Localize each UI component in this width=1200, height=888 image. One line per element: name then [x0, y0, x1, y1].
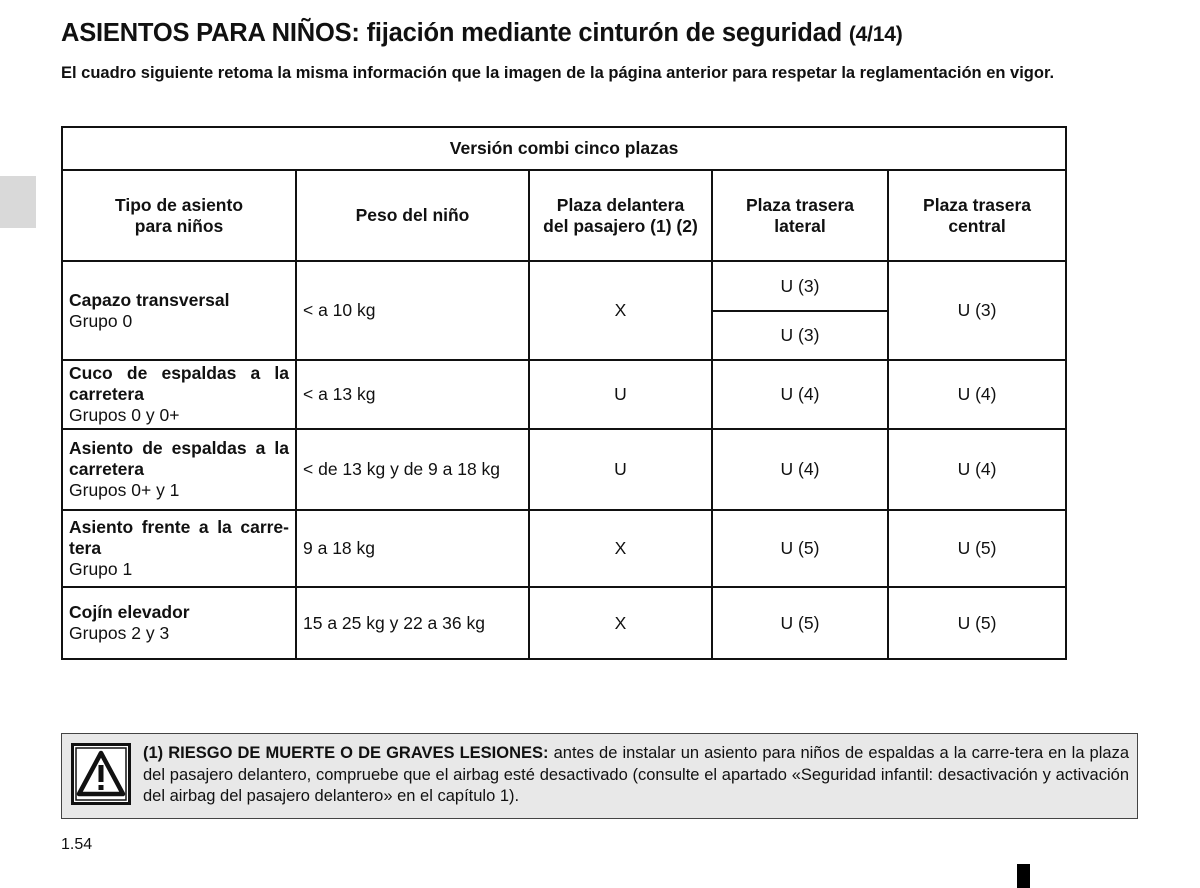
seat-type-cell: Capazo transversal Grupo 0 [62, 261, 296, 360]
child-seat-table [61, 126, 1067, 660]
table-row [62, 587, 1066, 659]
front-seat-cell: U [529, 429, 712, 510]
table-header-row [62, 170, 1066, 261]
page-title-text: ASIENTOS PARA NIÑOS: fijación mediante cinturón de seguridad [61, 19, 842, 47]
rear-lateral-cell: U (3) [712, 261, 888, 311]
table-row [62, 510, 1066, 587]
header-rear-lateral: Plaza trasera lateral [712, 170, 888, 261]
front-seat-cell: X [529, 587, 712, 659]
weight-cell: < a 13 kg [296, 360, 529, 429]
header-rear-central: Plaza trasera central [888, 170, 1066, 261]
front-seat-cell: X [529, 510, 712, 587]
intro-paragraph: El cuadro siguiente retoma la misma información que la imagen de la página anterior para respetar la reglamentación en vigor. [61, 64, 1055, 82]
rear-lateral-cell: U (4) [712, 360, 888, 429]
table-caption: Versión combi cinco plazas [62, 127, 1066, 170]
table-row [62, 261, 1066, 311]
edge-marker [1017, 864, 1030, 888]
table-row [62, 360, 1066, 429]
seat-type-cell: Cojín elevador Grupos 2 y 3 [62, 587, 296, 659]
seat-type-cell: Asiento frente a la carre-tera Grupo 1 [62, 510, 296, 587]
header-child-weight: Peso del niño [296, 170, 529, 261]
header-seat-type: Tipo de asiento para niños [62, 170, 296, 261]
rear-central-cell: U (5) [888, 510, 1066, 587]
rear-lateral-cell: U (3) [712, 311, 888, 360]
rear-central-cell: U (4) [888, 360, 1066, 429]
warning-text [143, 743, 1129, 808]
table-caption-row [62, 127, 1066, 170]
page-title [61, 19, 903, 48]
front-seat-cell: U [529, 360, 712, 429]
rear-central-cell: U (4) [888, 429, 1066, 510]
weight-cell: 15 a 25 kg y 22 a 36 kg [296, 587, 529, 659]
rear-central-cell: U (3) [888, 261, 1066, 360]
page-title-counter: (4/14) [848, 23, 903, 46]
weight-cell: 9 a 18 kg [296, 510, 529, 587]
rear-lateral-cell: U (4) [712, 429, 888, 510]
weight-cell: < a 10 kg [296, 261, 529, 360]
warning-body: antes de instalar un asiento para niños de espaldas a la carre-tera en la plaza del pasajero delantero, compruebe que el airbag esté desactivado (consulte el apartado «Seguridad infantil: desactivación y activación del airbag del pasajero delantero» en el capítulo 1). [143, 744, 1130, 805]
rear-central-cell: U (5) [888, 587, 1066, 659]
chapter-side-tab [0, 176, 36, 228]
warning-triangle-icon [71, 743, 131, 805]
weight-cell: < de 13 kg y de 9 a 18 kg [296, 429, 529, 510]
warning-box [61, 733, 1138, 819]
rear-lateral-cell: U (5) [712, 510, 888, 587]
page-number: 1.54 [61, 836, 93, 853]
front-seat-cell: X [529, 261, 712, 360]
rear-lateral-cell: U (5) [712, 587, 888, 659]
warning-heading: (1) RIESGO DE MUERTE O DE GRAVES LESIONES: [143, 744, 549, 762]
table-row [62, 429, 1066, 510]
seat-type-cell: Asiento de espaldas a la carretera Grupos 0+ y 1 [62, 429, 296, 510]
header-front-passenger: Plaza delantera del pasajero (1) (2) [529, 170, 712, 261]
seat-type-cell: Cuco de espaldas a la carretera Grupos 0 y 0+ [62, 360, 296, 429]
